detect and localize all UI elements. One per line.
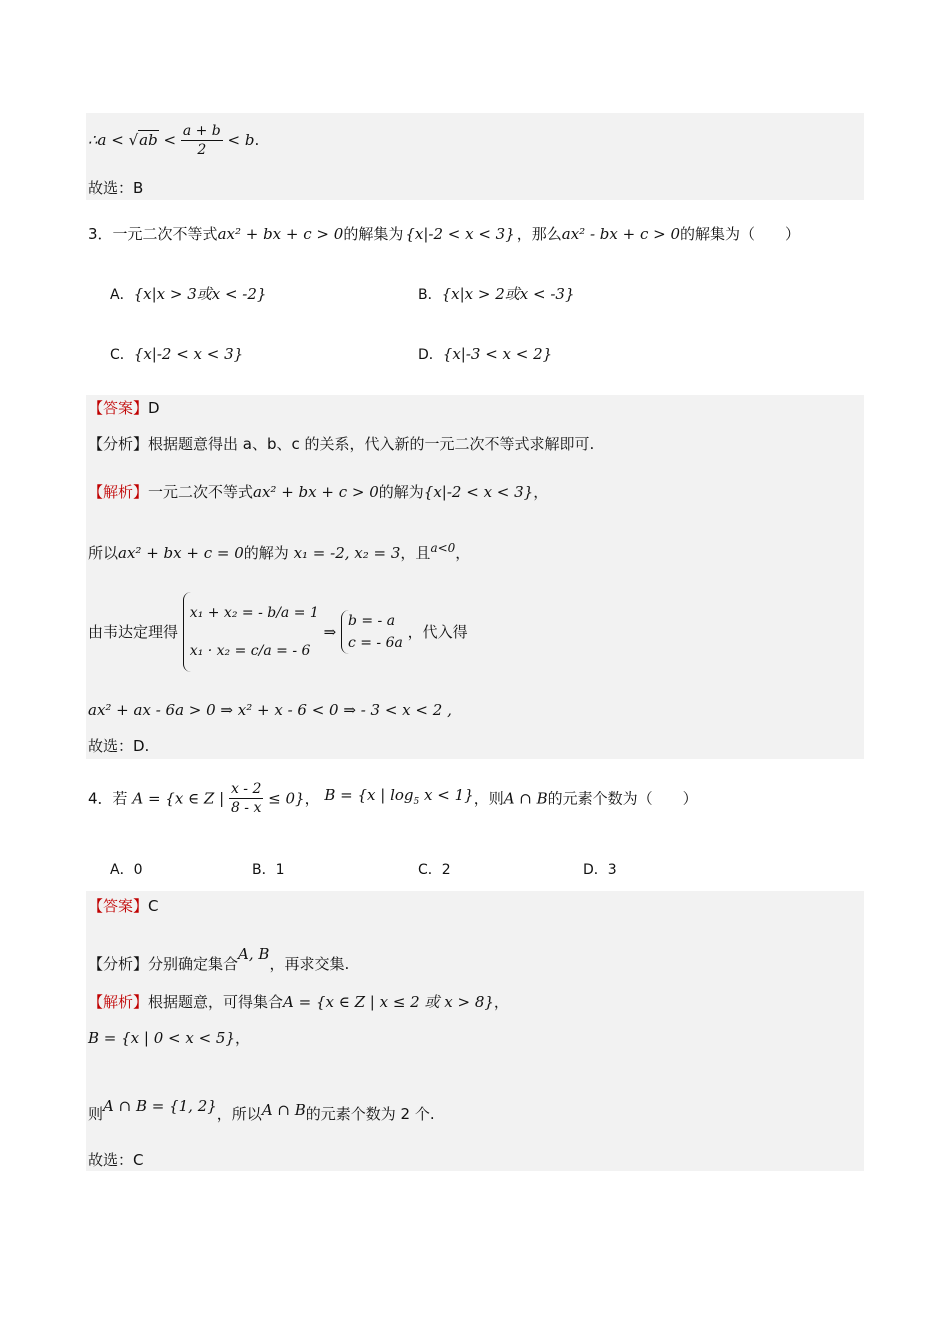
- prev-answer: 故选：B: [88, 179, 144, 197]
- q4-answer: 【答案】C: [88, 897, 159, 915]
- q3-analysis: 【分析】根据题意得出 a、b、c 的关系，代入新的一元二次不等式求解即可.: [88, 435, 595, 453]
- q3-solution-1: 【解析】一元二次不等式ax² + bx + c > 0的解为{x|-2 < x < 3}，: [88, 483, 549, 501]
- prev-conclusion: ∴a < √ab < $\frac{a + b}{2}$ < b.: [88, 123, 260, 158]
- q3-solution-3: 由韦达定理得 x₁ + x₂ = - b/a = 1 x₁ · x₂ = c/a = - 6 ⇒ b = - a c = - 6a ，代入得: [88, 592, 468, 672]
- q3-stem: 3．一元二次不等式ax² + bx + c > 0的解集为 {x|-2 < x < 3} ，那么ax² - bx + c > 0的解集为（ ）: [88, 225, 801, 243]
- q3-number: 3．: [88, 225, 113, 243]
- q4-option-b[interactable]: B．1: [252, 862, 285, 878]
- q3-option-a[interactable]: A．{x|x > 3或x < -2}: [110, 285, 267, 303]
- q4-option-a[interactable]: A．0: [110, 862, 143, 878]
- q3-solution-4: ax² + ax - 6a > 0 ⇒ x² + x - 6 < 0 ⇒ - 3 < x < 2 ,: [88, 701, 452, 719]
- q4-analysis: 【分析】分别确定集合A, B，再求交集.: [88, 945, 350, 973]
- q3-option-d[interactable]: D．{x|-3 < x < 2}: [418, 345, 553, 363]
- q4-final: 故选：C: [88, 1151, 144, 1169]
- q3-final: 故选：D.: [88, 737, 150, 755]
- q4-option-d[interactable]: D．3: [583, 862, 617, 878]
- q4-number: 4．: [88, 789, 113, 808]
- fraction: $\frac{a + b}{2}$: [182, 123, 221, 158]
- q3-option-c[interactable]: C．{x|-2 < x < 3}: [110, 345, 244, 363]
- q3-option-b[interactable]: B．{x|x > 2或x < -3}: [418, 285, 575, 303]
- q3-answer: 【答案】D: [88, 399, 160, 417]
- q4-solution-2: B = {x | 0 < x < 5}，: [88, 1029, 251, 1047]
- q4-option-c[interactable]: C．2: [418, 862, 451, 878]
- fraction: $\frac{x - 2}{8 - x}$: [230, 781, 262, 816]
- q4-stem: 4．若 A = {x ∈ Z | $\frac{x - 2}{8 - x}$ ≤ 0}， B = {x | $\log_5 x < 1$}，则A ∩ B的元素个数为（ ）: [88, 781, 698, 816]
- q3-solution-2: 所以ax² + bx + c = 0的解为 x₁ = -2, x₂ = 3，且$^{a<0}$，: [88, 541, 471, 562]
- q4-solution-1: 【解析】根据题意，可得集合A = {x ∈ Z | x ≤ 2 或 x > 8}，: [88, 993, 509, 1011]
- q4-solution-3: 则A ∩ B = {1, 2}，所以A ∩ B的元素个数为 2 个.: [88, 1097, 435, 1123]
- vieta-system: x₁ + x₂ = - b/a = 1 x₁ · x₂ = c/a = - 6: [183, 592, 319, 672]
- result-system: b = - a c = - 6a: [341, 610, 403, 654]
